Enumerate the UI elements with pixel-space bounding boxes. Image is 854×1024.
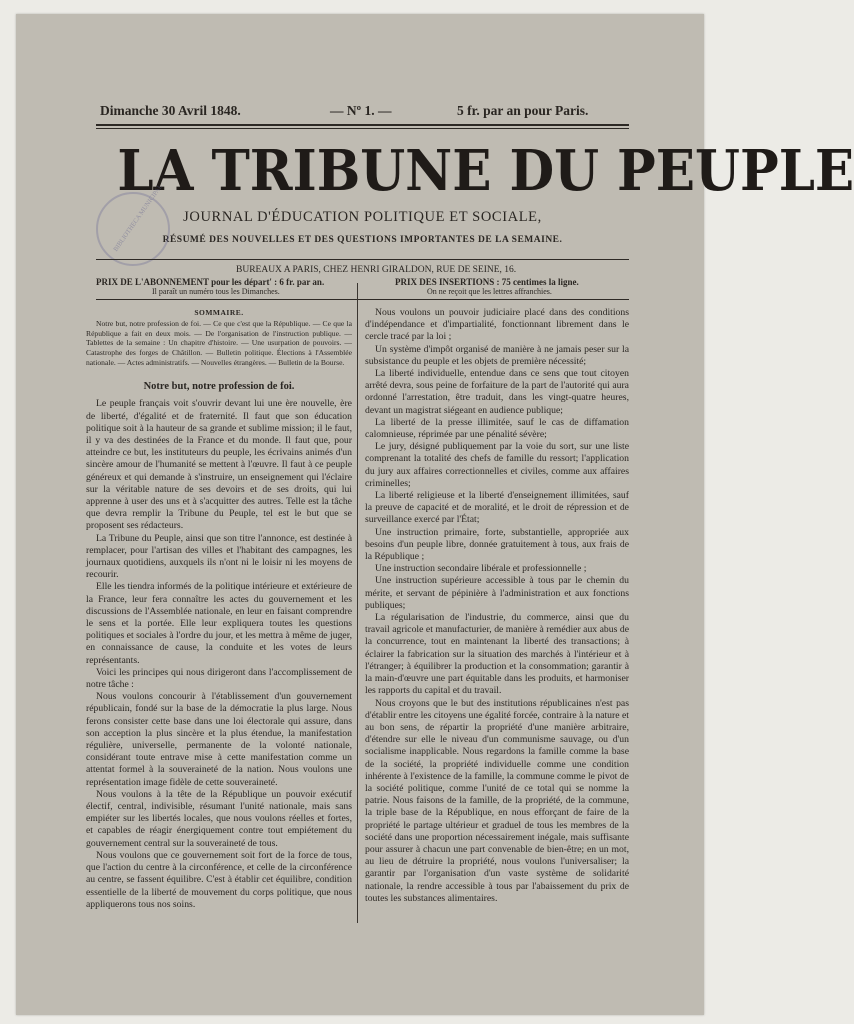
article-paragraph: Le jury, désigné publiquement par la voie du sort, sur une liste comprenant la totalité des chefs de famille du ressort; l'application du jury aux affaires correctionnelles et civiles, comme aux affaires criminelles; [365,441,629,489]
library-stamp-text: BIBLIOTHECA MUNICIPAL [112,183,165,253]
article-paragraph: Voici les principes qui nous dirigeront dans l'accomplissement de notre tâche : [86,666,352,691]
library-stamp [96,183,170,266]
article-paragraph: La liberté individuelle, entendue dans ce sens que tout citoyen arrêté devra, sous peine de forfaiture de la part de l'autorité qui aura ordonné l'arrestation, être traduit, dans les vingt-quatre heures, devant un magistrat siégeant en audience publique; [365,368,629,416]
newspaper-subtitle: JOURNAL D'ÉDUCATION POLITIQUE ET SOCIALE, [183,209,542,225]
article-paragraph: Un système d'impôt organisé de manière à ne jamais peser sur la subsistance du peuple et les objets de première nécessité; [365,343,629,367]
subscription-price: 5 fr. par an pour Paris. [457,103,589,118]
columns-rule [96,299,629,300]
article-paragraph: La régularisation de l'industrie, du commerce, ainsi que du travail agricole et manufacturier, de manière à remédier aux abus de la concurrence, tout en maintenant la liberté des transactions; à éclairer la fabrication sur la situation des marchés à l'intérieur et à l'étranger; à équilibrer la production et la consommation; garantir à la main-d'œuvre une part équitable dans les produits, et harmoniser les rapports du capital et du travail. [365,612,629,697]
letters-notice: On ne reçoit que les lettres affranchies. [427,287,552,296]
sommaire-text: Notre but, notre profession de foi. — Ce que c'est que la République. — Ce que la République a fait en deux mois. — De l'organisation de l'instruction publique. — Tablettes de la semaine : Un chapitre d'histoire. — Une usurpation de pouvoirs. — Catastrophe des forges de Châtillon. — Bulletin politique. Élections à l'Assemblée nationale. — Actes administratifs. — Nouvelles étrangères. — Bulletin de la Bourse. [86,319,352,367]
top-rule-thin [96,128,629,129]
insertion-price: PRIX DES INSERTIONS : 75 centimes la ligne. [395,277,579,287]
article-heading: Notre but, notre profession de foi. [143,381,295,393]
article-paragraph: La Tribune du Peuple, ainsi que son titre l'annonce, est destinée à remplacer, pour l'artisan des villes et l'habitant des campagnes, les journaux quotidiens, auxquels ils n'ont ni le loisir ni les moyens de recourir. [86,532,352,581]
newspaper-tagline: RÉSUMÉ DES NOUVELLES ET DES QUESTIONS IMPORTANTES DE LA SEMAINE. [162,235,563,245]
right-column [365,307,629,905]
left-column [86,307,352,911]
article-paragraph: Une instruction primaire, forte, substantielle, appropriée aux besoins d'un peuple libre, donnée gratuitement à tous, aux frais de la République ; [365,526,629,563]
top-rule [96,124,629,126]
article-paragraph: La liberté religieuse et la liberté d'enseignement illimitées, sauf la preuve de capacité et de moralité, et le droit de répression et de surveillance exercé par l'État; [365,490,629,526]
bureaux-line: BUREAUX A PARIS, CHEZ HENRI GIRALDON, RUE DE SEINE, 16. [236,265,517,275]
sommaire-heading: SOMMAIRE. [194,308,244,317]
article-paragraph: Nous voulons un pouvoir judiciaire placé dans des conditions d'indépendance et d'impartialité, fonctionnant librement dans le cercle tracé par la loi ; [365,307,629,343]
article-paragraph: La liberté de la presse illimitée, sauf le cas de diffamation calomnieuse, réprimée par une pénalité sévère; [365,416,629,441]
info-rule [96,259,629,260]
issue-date: Dimanche 30 Avril 1848. [100,103,241,118]
column-divider [357,283,358,923]
article-paragraph: Le peuple français voit s'ouvrir devant lui une ère nouvelle, ère de liberté, d'égalité et de fraternité. Il faut que son éducation politique soit à la hauteur de sa grande et sublime mission; il le faut, il y va des destinées de la France et du monde. Il faut que, pour atteindre ce but, les instituteurs du peuple, les écrivains animés d'un sincère amour de l'humanité se mettent à l'œuvre. Il faut à ce peuple généreux et qui demande à s'instruire, un enseignement qui l'éclaire sur la véritable nature de ses devoirs et de ses droits, qui lui apprenne à user des uns et à s'acquitter des autres. Telle est la tâche que devra remplir la Tribune du Peuple, tel est le but que se proposent ses rédacteurs. [86,398,352,532]
newspaper-title: LA TRIBUNE DU PEUPLE [117,138,854,204]
issue-number: — Nº 1. — [330,103,392,118]
publication-frequency: Il paraît un numéro tous les Dimanches. [152,287,280,296]
article-paragraph: Une instruction secondaire libérale et professionnelle ; [375,563,587,575]
subscription-terms: PRIX DE L'ABONNEMENT pour les départ' : 6 fr. par an. [96,277,325,287]
article-paragraph: Elle les tiendra informés de la politique intérieure et extérieure de la France, leur fera connaître les actes du gouvernement et les discussions de l'Assemblée nationale, en leur en faisant comprendre le sens et la portée. Elle leur expliquera toutes les questions politiques et sociales à l'ordre du jour, et les mettra à même de juger, en connaissance de cause, la conduite et les votes de leurs représentants. [86,581,352,666]
article-paragraph: Nous voulons à la tête de la République un pouvoir exécutif électif, central, indivisible, résumant l'unité nationale, mais sans empiéter sur les libertés locales, que nous voulons réelles et fortes, et capables de réagir énergiquement contre tout empiétement du gouvernement central sur la souveraineté de tous. [86,788,352,849]
article-paragraph: Une instruction supérieure accessible à tous par le chemin du mérite, et servant de pépinière à l'administration et aux fonctions publiques; [365,575,629,611]
article-paragraph: Nous croyons que le but des institutions républicaines n'est pas d'établir entre les citoyens une égalité forcée, contraire à la nature et au bon sens, de répartir la propriété d'une manière arbitraire, d'étendre sur elle le niveau d'un communisme sauvage, ou d'un socialisme inapplicable. Nous regardons la famille comme la base de la société, la propriété individuelle comme une condition inhérente à l'existence de la famille, la commune comme le pivot de la société politique, comme l'unité de ce total qui se nomme la patrie. Nous faisons de la famille, de la propriété, de la commune, la triple base de la République, en nous efforçant de faire de la propriété le partage ultérieur et graduel de tous les membres de la société dans une proportion nécessairement inégale, mais suffisante pour assurer à chacun une part convenable de bien-être; en un mot, au lieu de détruire la propriété, nous voulons l'universaliser; la garantir par l'organisation d'un vaste système de solidarité nationale, la rendre accessible à tous par l'abaissement du prix de toutes les substances alimentaires. [365,697,629,904]
article-paragraph: Nous voulons que ce gouvernement soit fort de la force de tous, que l'action du centre à la circonférence, et celle de la circonférence au centre, se fassent équilibre. C'est à établir cet équilibre, condition essentielle de la liberté de mouvement du corps politique, que nous appliquerons tous nos soins. [86,849,352,910]
article-paragraph: Nous voulons concourir à l'établissement d'un gouvernement républicain, fondé sur la base de la démocratie la plus large. Nous ferons consister cette base dans une loi électorale qui assure, dans son acception la plus sincère et la plus étendue, la manifestation régulière, universelle, permanente de la volonté nationale, considérant toute entrave mise à cette manifestation comme un attentat formel à la souveraineté de la nation. Nous voulons une représentation image fidèle de cette souveraineté. [86,691,352,788]
